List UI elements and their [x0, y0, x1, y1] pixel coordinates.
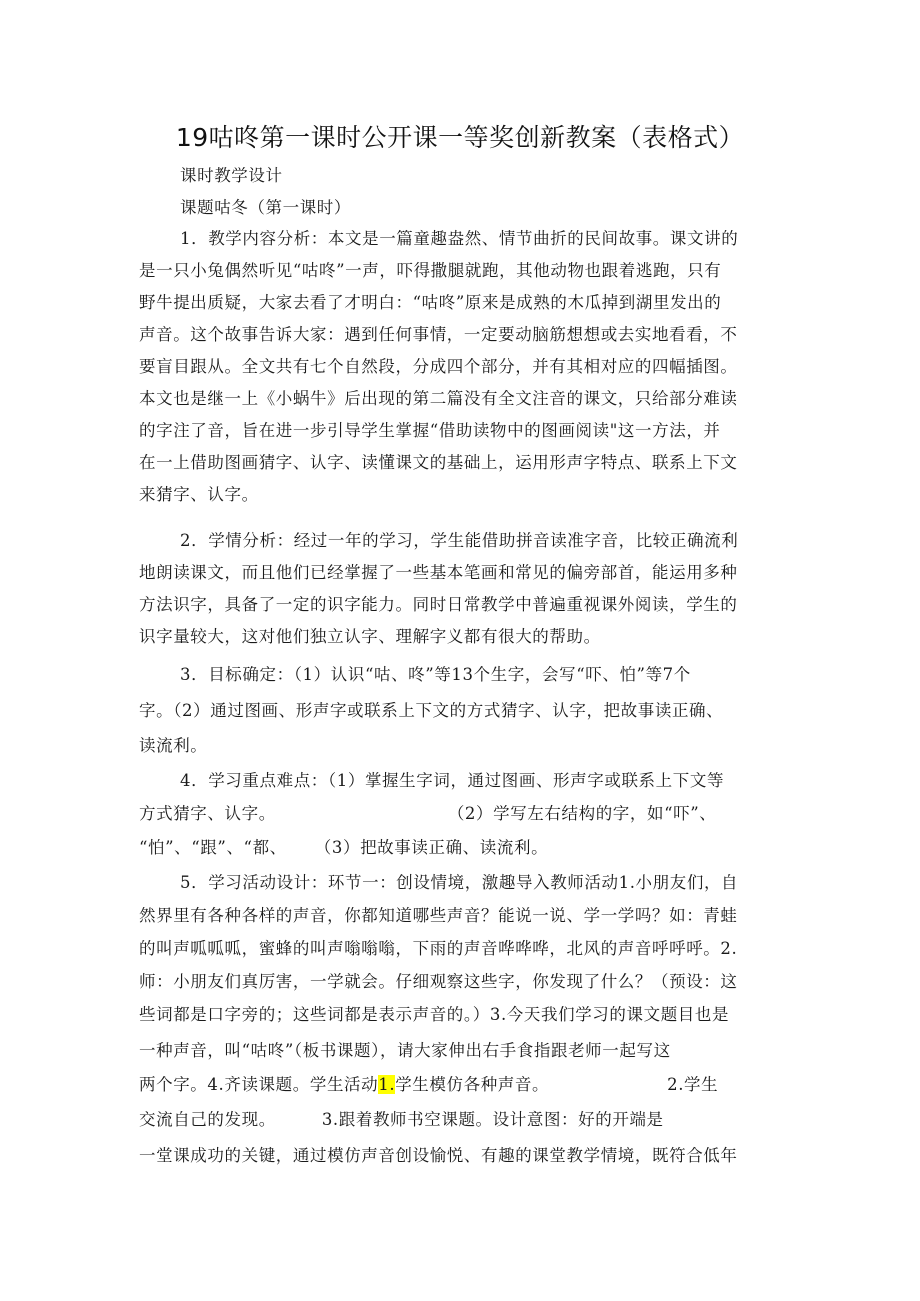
text-segment: （2）学写左右结构的字，如“吓”、: [447, 804, 717, 823]
text-segment: （3）把故事读正确、读流利。: [314, 838, 549, 857]
text-segment: 3.跟着教师书空课题。设计意图：好的开端是: [321, 1110, 664, 1129]
text-segment: 两个字。4.齐读课题。学生活动: [139, 1075, 379, 1094]
text-line: 的叫声呱呱呱，蜜蜂的叫声嗡嗡嗡，下雨的声音哗哗哗，北风的声音呼呼呼。2.: [139, 939, 738, 958]
text-line: 一堂课成功的关键，通过模仿声音创设愉悦、有趣的课堂教学情境，既符合低年: [139, 1146, 738, 1165]
text-line: 师：小朋友们真厉害，一学就会。仔细观察这些字，你发现了什么？（预设：这: [139, 972, 738, 991]
text-line: 5．学习活动设计：环节一：创设情境，激趣导入教师活动1.小朋友们，自: [180, 873, 739, 892]
text-line: 1．教学内容分析：本文是一篇童趣盎然、情节曲折的民间故事。课文讲的: [180, 229, 739, 248]
highlighted-number: 1.: [378, 1075, 396, 1094]
text-line: 方法识字，具备了一定的识字能力。同时日常教学中普遍重视课外阅读，学生的: [139, 595, 738, 614]
text-line: 2．学情分析：经过一年的学习，学生能借助拼音读准字音，比较正确流利: [180, 531, 739, 550]
text-line: 一种声音，叫“咕咚”（板书课题），请大家伸出右手食指跟老师一起写这: [139, 1041, 671, 1060]
text-line: 然界里有各种各样的声音，你都知道哪些声音？能说一说、学一学吗？如：青蛙: [139, 906, 738, 925]
text-line: 声音。这个故事告诉大家：遇到任何事情，一定要动脑筋想想或去实地看看，不: [139, 325, 738, 344]
text-line: 地朗读课文，而且他们已经掌握了一些基本笔画和常见的偏旁部首，能运用多种: [139, 563, 738, 582]
text-segment: 2.学生: [667, 1075, 719, 1094]
text-line: 些词都是口字旁的；这些词都是表示声音的。）3.今天我们学习的课文题目也是: [139, 1005, 730, 1024]
text-line: 读流利。: [139, 736, 208, 755]
text-line: [139, 1110, 789, 1130]
text-line: 4．学习重点难点：（1）掌握生字词，通过图画、形声字或联系上下文等: [180, 771, 725, 790]
text-line: [139, 804, 789, 824]
text-line: 识字量较大，这对他们独立认字、理解字义都有很大的帮助。: [139, 627, 601, 646]
text-line: 3．目标确定：（1）认识“咕、咚”等13个生字，会写“吓、怕”等7个: [180, 665, 691, 684]
subtitle-lesson-design: 课时教学设计: [180, 166, 283, 185]
text-line: 野牛提出质疑，大家去看了才明白：“咕咚”原来是成熟的木瓜掉到湖里发出的: [139, 293, 722, 312]
text-segment: 学生模仿各种声音。: [395, 1075, 550, 1094]
text-line: 要盲目跟从。全文共有七个自然段，分成四个部分，并有其相对应的四幅插图。: [139, 357, 738, 376]
text-line: [139, 838, 789, 858]
text-line: 来猜字、认字。: [139, 485, 259, 504]
text-segment: “怕”、“跟”、“都、: [139, 838, 287, 857]
text-line: 本文也是继一上《小蜗牛》后出现的第二篇没有全文注音的课文，只给部分难读: [139, 389, 738, 408]
text-line: 字。（2）通过图画、形声字或联系上下文的方式猜字、认字，把故事读正确、: [139, 701, 724, 720]
text-segment: 方式猜字、认字。: [139, 804, 276, 823]
text-line: 是一只小兔偶然听见“咕咚”一声，吓得撒腿就跑，其他动物也跟着逃跑，只有: [139, 261, 722, 280]
text-segment: 交流自己的发现。: [139, 1110, 276, 1129]
document-title: 19咕咚第一课时公开课一等奖创新教案（表格式）: [175, 123, 745, 152]
text-line: 在一上借助图画猜字、认字、读懂课文的基础上，运用形声字特点、联系上下文: [139, 453, 738, 472]
text-line: [139, 1075, 789, 1095]
subtitle-topic: 课题咕冬（第一课时）: [180, 198, 351, 217]
text-line: 的字注了音，旨在进一步引导学生掌握“借助读物中的图画阅读"这一方法，并: [139, 421, 721, 440]
